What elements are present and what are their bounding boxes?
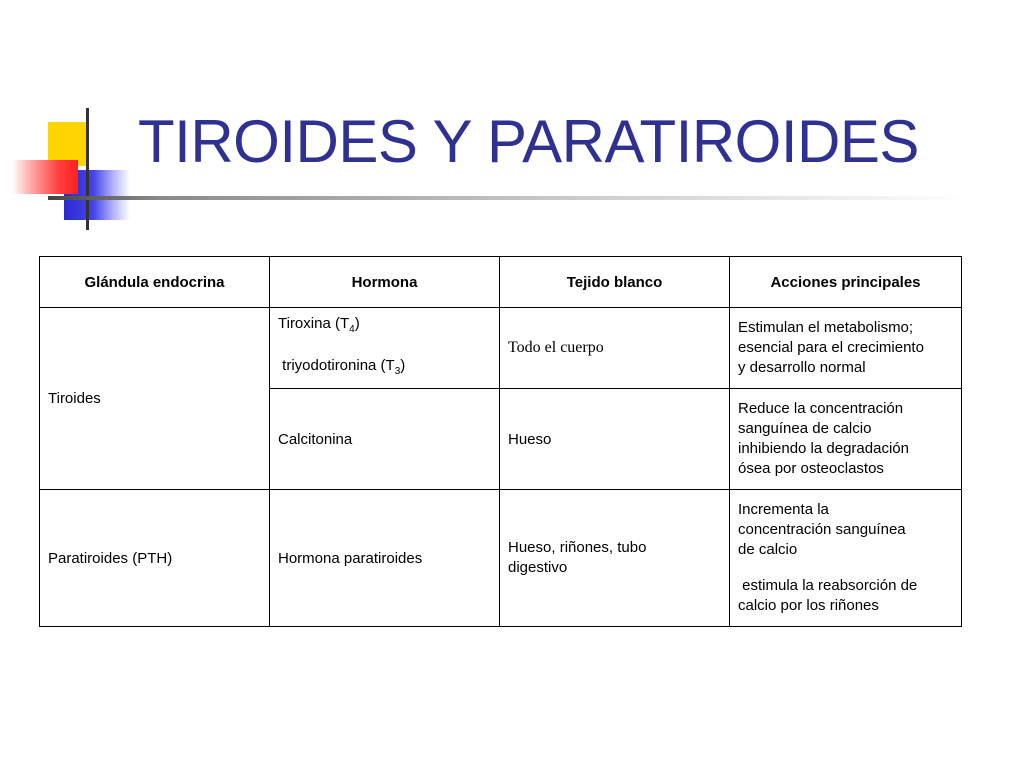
hormone-cell	[270, 308, 500, 389]
hormone-paratiroides: Hormona paratiroides	[278, 549, 423, 567]
header-actions: Acciones principales	[730, 257, 962, 308]
gland-cell-tiroides	[40, 308, 270, 490]
target-line: digestivo	[508, 559, 568, 576]
target-text: Hueso	[508, 430, 552, 448]
table-header-row	[40, 257, 962, 308]
action-line: y desarrollo normal	[738, 359, 866, 376]
action-line: de calcio	[738, 541, 798, 558]
target-cell	[500, 389, 730, 490]
hormone-calcitonina: Calcitonina	[278, 430, 353, 448]
decor-vertical-line	[86, 108, 89, 230]
gland-cell-paratiroides	[40, 490, 270, 627]
action-line: estimula la reabsorción de	[738, 577, 918, 594]
action-line: ósea por osteoclastos	[738, 460, 884, 477]
action-line: esencial para el crecimiento	[738, 339, 924, 356]
hormone-table	[39, 256, 962, 627]
hormone-tiroxina: Tiroxina $(T_4)$	[278, 315, 360, 335]
action-line: Reduce la concentración	[738, 400, 904, 417]
title-underline	[48, 196, 968, 200]
action-line: Estimulan el metabolismo;	[738, 319, 914, 336]
gland-name: Tiroides	[48, 390, 101, 407]
header-target: Tejido blanco	[500, 257, 730, 308]
action-line: concentración sanguínea	[738, 521, 906, 538]
table-row	[40, 308, 962, 389]
action-line: Incrementa la	[738, 501, 829, 518]
actions-cell	[730, 490, 962, 627]
action-line: sanguínea de calcio	[738, 420, 872, 437]
target-cell	[500, 490, 730, 627]
hormone-cell	[270, 389, 500, 490]
table-row	[40, 490, 962, 627]
header-hormone: Hormona	[270, 257, 500, 308]
header-gland: Glándula endocrina	[40, 257, 270, 308]
action-line: inhibiendo la degradación	[738, 440, 909, 457]
gland-name: Paratiroides (PTH)	[48, 549, 173, 567]
actions-cell	[730, 308, 962, 389]
slide-title: TIROIDES Y PARATIROIDES	[138, 108, 919, 175]
hormone-cell	[270, 490, 500, 627]
target-text: Todo el cuerpo	[508, 339, 604, 356]
target-line: Hueso, riñones, tubo	[508, 539, 647, 556]
target-cell	[500, 308, 730, 389]
decor-red-bar	[12, 160, 78, 194]
action-line: calcio por los riñones	[738, 597, 879, 614]
actions-cell	[730, 389, 962, 490]
hormone-triyodotironina: triyodotironina $(T_3)$	[278, 357, 406, 377]
